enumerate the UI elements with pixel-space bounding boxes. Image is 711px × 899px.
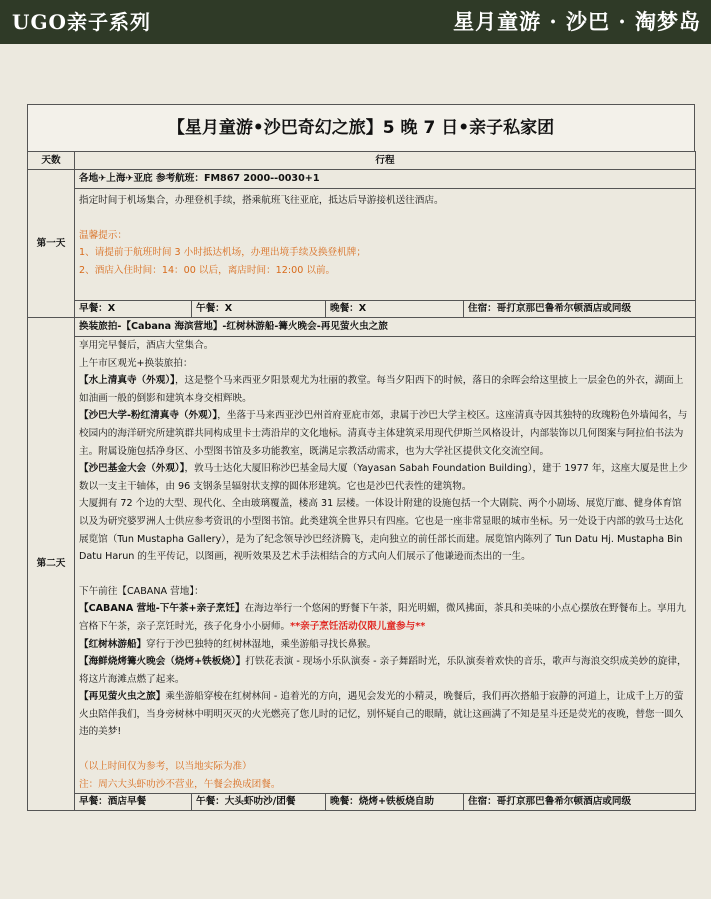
ums-text: ，坐落于马来西亚沙巴州首府亚庇市郊，隶属于沙巴大学主校区。这座清真寺因其独特的玫瑰粉色外墙闻名，与校园内的海洋研究所建筑群共同构成里卡士湾沿岸的文化地标。清真寺主体建筑采用现代伊斯兰风格设计，内部装饰以几何图案与阿拉伯书法为主。附属设施包括净身区、小型图书馆及多功能教室，既满足宗教活动需求，也为大学社区提供文化交流空间。	[79, 410, 688, 457]
day1-content	[75, 189, 696, 301]
day1-tips-title: 温馨提示：	[79, 229, 127, 241]
day1-dinner: 晚餐：X	[326, 301, 464, 318]
day2-content-row	[28, 337, 696, 794]
day2-breakfast: 早餐：酒店早餐	[75, 794, 192, 811]
bbq-paragraph	[79, 653, 691, 688]
day2-lunch: 午餐：大头虾叻沙/团餐	[192, 794, 326, 811]
mosque-text: ，这是整个马来西亚夕阳景观尤为壮丽的教堂。每当夕阳西下的时候，落日的余晖会给这里披上一层金色的外衣，湖面上如油画一般的倒影和建筑本身交相辉映。	[79, 375, 684, 404]
firefly-title: 【再见萤火虫之旅】	[79, 691, 166, 703]
day1-tip-2: 2、酒店入住时间：14：00 以后，离店时间：12:00 以前。	[79, 264, 336, 276]
day2-line-1: 享用完早餐后，酒店大堂集合。	[79, 340, 214, 351]
firefly-paragraph	[79, 688, 691, 741]
day1-route: 各地✈上海✈亚庇 参考航班：FM867 2000--0030+1	[75, 170, 696, 189]
brand-title: UGO亲子系列	[12, 10, 151, 34]
day1-breakfast: 早餐：X	[75, 301, 192, 318]
table-header-row	[28, 152, 696, 170]
day1-label: 第一天	[28, 170, 75, 318]
itinerary-sheet	[27, 104, 695, 811]
day2-dinner: 晚餐：烧烤+铁板烧自助	[326, 794, 464, 811]
column-header-itinerary: 行程	[75, 152, 696, 170]
day2-note-2: 注：周六大头虾叻沙不营业，午餐会换成团餐。	[79, 778, 281, 790]
day2-route-row	[28, 318, 696, 337]
day2-route: 换装旅拍-【Cabana 海滨营地】-红树林游船-篝火晚会-再见萤火虫之旅	[75, 318, 696, 337]
day1-meals-row	[28, 301, 696, 318]
day1-hotel: 住宿：哥打京那巴鲁希尔顿酒店或同级	[464, 301, 696, 318]
foundation-title: 【沙巴基金大会（外观）】	[79, 463, 185, 475]
mosque-title: 【水上清真寺（外观）】	[79, 375, 175, 387]
day1-tip-1: 1、请提前于航班时间 3 小时抵达机场，办理出境手续及换登机牌；	[79, 247, 366, 259]
foundation-paragraph	[79, 460, 691, 495]
itinerary-table	[27, 151, 696, 811]
foundation-text: ，敦马士达化大厦旧称沙巴基金局大厦（Yayasan Sabah Foundation Building），建于 1977 年，这座大厦是世上少数以一支主干轴体，由 96 支钢条呈辐射状支撑的圆体形建筑。它也是沙巴代表性的建筑物。	[79, 463, 688, 492]
mangrove-title: 【红树林游船】	[79, 638, 147, 650]
mangrove-text: 穿行于沙巴独特的红树林湿地，乘坐游船寻找长鼻猴。	[146, 638, 377, 650]
ums-title: 【沙巴大学-粉红清真寺（外观）】	[79, 410, 218, 422]
day2-hotel: 住宿：哥打京那巴鲁希尔顿酒店或同级	[464, 794, 696, 811]
afternoon-intro: 下午前往【CABANA 营地】：	[79, 585, 204, 597]
day2-meals-row	[28, 794, 696, 811]
header-banner	[0, 0, 711, 44]
day2-line-2: 上午市区观光+换装旅拍：	[79, 357, 193, 369]
day1-lunch: 午餐：X	[192, 301, 326, 318]
bbq-title: 【海鲜烧烤篝火晚会（烧烤+铁板烧）】	[79, 656, 246, 668]
document-title: 【星月童游•沙巴奇幻之旅】5 晚 7 日•亲子私家团	[27, 104, 695, 151]
day2-content	[75, 337, 696, 794]
ums-paragraph	[79, 407, 691, 460]
cabana-paragraph	[79, 600, 691, 635]
day2-note-1: （以上时间仅为参考，以当地实际为准）	[79, 761, 252, 773]
bbq-text: 打铁花表演 - 现场小乐队演奏 - 亲子舞蹈时光，乐队演奏着欢快的音乐，歌声与海浪交织成美妙的旋律，将这片海滩点燃了起来。	[79, 656, 687, 685]
foundation-paragraph-2: 大厦拥有 72 个边的大型、现代化、全由玻璃覆盖，楼高 31 层楼。一体设计附建的设施包括一个大剧院、两个小剧场、展览厅廊、健身体育馆以及为研究婆罗洲人士供应参考资讯的小型图书馆。此类建筑全世界只有四座。它也是一座非常显眼的城市坐标。另一处设于内部的敦马士达化展览馆（Tun Mustapha Gallery），是为了纪念领导沙巴经济腾飞，走向独立的前任部长而建。展览馆内陈列了 Tun Datu Hj. Mustapha Bin Datu Harun 的生平传记，以图画，视听效果及艺术手法相结合的方式向人们展示了他谦逊而杰出的一生。	[79, 498, 684, 563]
day1-route-row	[28, 170, 696, 189]
route-title: 星月童游 · 沙巴 · 淘梦岛	[453, 9, 701, 34]
firefly-text: 乘坐游船穿梭在红树林间 - 追着光的方向，遇见会发光的小精灵，晚餐后，我们再次搭船于寂静的河道上，让成千上万的萤火虫陪伴我们，当身旁树林中明明灭灭的火光燃亮了您儿时的记忆，别怀疑自己的眼睛，就让这画满了不知是星斗还是荧光的夜晚，替您一圆久违的美梦!	[79, 691, 684, 738]
day2-label: 第二天	[28, 318, 75, 811]
day1-description: 指定时间于机场集合，办理登机手续，搭乘航班飞往亚庇，抵达后导游接机送往酒店。	[79, 195, 444, 206]
cabana-title: 【CABANA 营地-下午茶+亲子烹饪】	[79, 603, 245, 615]
day1-content-row	[28, 189, 696, 301]
cabana-text: 在海边举行一个悠闲的野餐下午茶，阳光明媚，微风拂面，茶具和美味的小点心摆放在野餐布上。享用九宫格下午茶，亲子烹饪时光，孩子化身小小厨师。	[79, 603, 686, 632]
mangrove-paragraph	[79, 636, 691, 654]
mosque-paragraph	[79, 372, 691, 407]
column-header-day: 天数	[28, 152, 75, 170]
cabana-note: **亲子烹饪活动仅限儿童参与**	[290, 620, 426, 632]
